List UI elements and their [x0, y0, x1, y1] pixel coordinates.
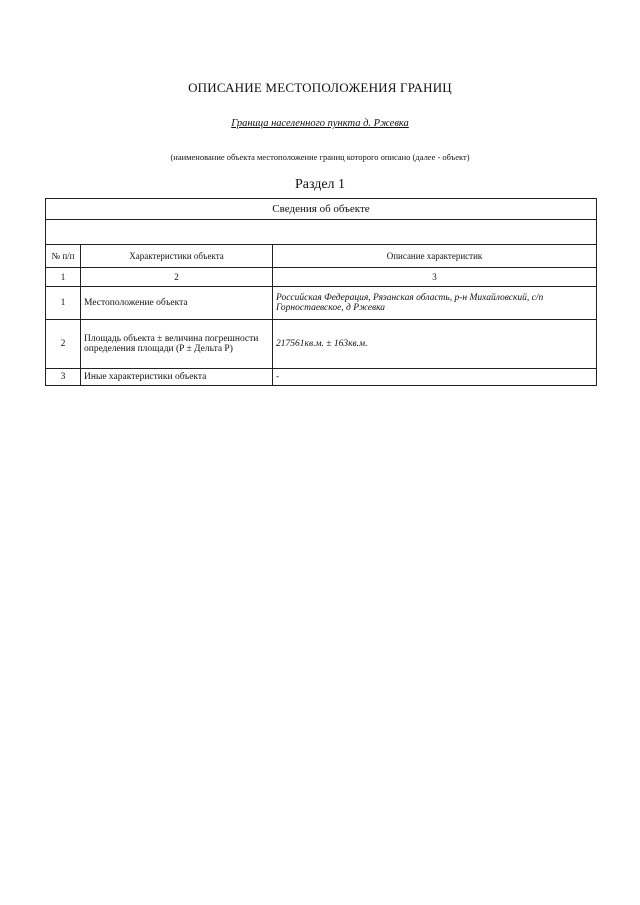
- row-number: 1: [46, 287, 81, 320]
- document-caption: (наименование объекта местоположение границ которого описано (далее - объект): [170, 152, 470, 162]
- column-number: 2: [81, 268, 273, 287]
- column-header-characteristic: Характеристики объекта: [81, 245, 273, 268]
- table-row: [46, 287, 597, 320]
- document-title: ОПИСАНИЕ МЕСТОПОЛОЖЕНИЯ ГРАНИЦ: [188, 80, 452, 95]
- object-info-table: [45, 198, 597, 386]
- column-number: 1: [46, 268, 81, 287]
- table-blank-cell: [46, 220, 597, 245]
- row-number: 3: [46, 369, 81, 386]
- section-title: Раздел 1: [294, 177, 346, 192]
- row-description: Российская Федерация, Рязанская область, р-н Михайловский, с/п Горностаевское, д Ржевка: [273, 287, 597, 320]
- column-header-num: № п/п: [46, 245, 81, 268]
- table-row: [46, 369, 597, 386]
- document-subject: Граница населенного пункта д. Ржевка: [231, 118, 409, 129]
- row-characteristic: Иные характеристики объекта: [81, 369, 273, 386]
- table-header-row: [46, 245, 597, 268]
- table-title: Сведения об объекте: [46, 199, 597, 220]
- table-column-numbers-row: [46, 268, 597, 287]
- table-title-row: [46, 199, 597, 220]
- row-number: 2: [46, 320, 81, 369]
- row-characteristic: Местоположение объекта: [81, 287, 273, 320]
- row-description: -: [273, 369, 597, 386]
- column-header-description: Описание характеристик: [273, 245, 597, 268]
- row-description: 217561кв.м. ± 163кв.м.: [273, 320, 597, 369]
- row-characteristic: Площадь объекта ± величина погрешности определения площади (P ± Дельта P): [81, 320, 273, 369]
- table-blank-row: [46, 220, 597, 245]
- table-row: [46, 320, 597, 369]
- column-number: 3: [273, 268, 597, 287]
